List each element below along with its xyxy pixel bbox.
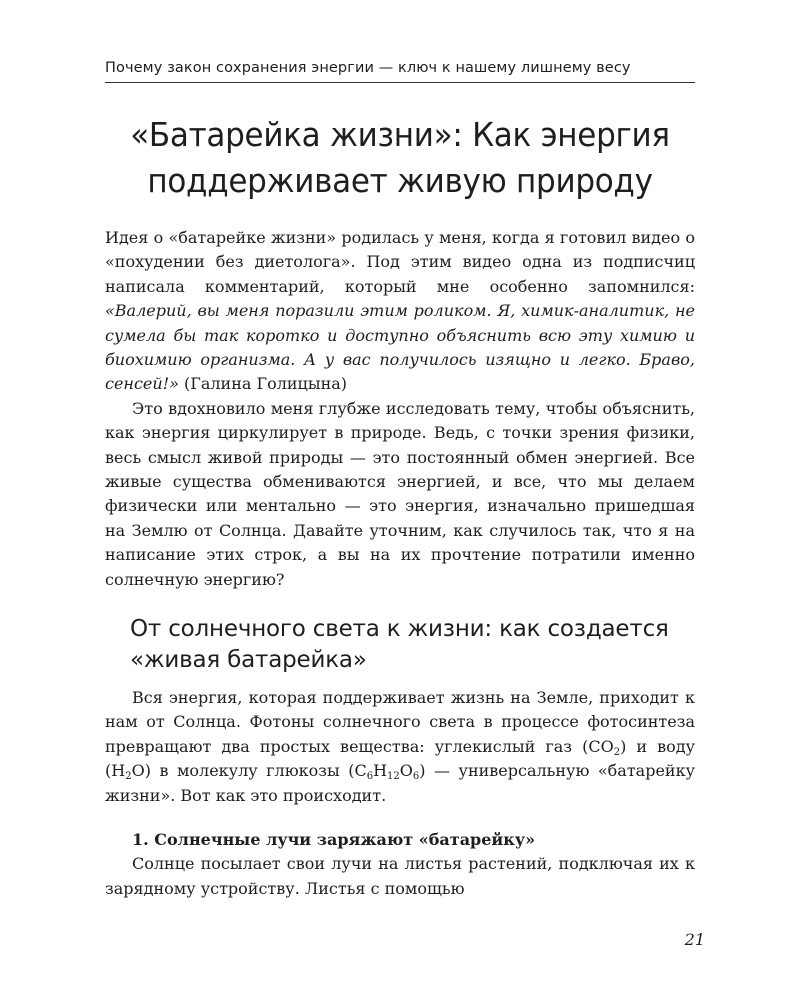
glucose-o-symbol: O — [399, 761, 413, 781]
page-number: 21 — [684, 930, 705, 949]
running-header: Почему закон сохранения энергии — ключ к нашему лишнему весу — [105, 60, 695, 83]
glucose-c-subscript: 6 — [366, 771, 374, 783]
section-text — [105, 686, 695, 808]
subsection-text — [105, 828, 695, 901]
section-text-part-1: Вся энергия, которая поддерживает жизнь на Земле, приходит к нам от Солнца. Фотоны солнечного света в процессе фотосинтеза превращают два простых вещества: углекислый газ (CO — [105, 688, 695, 756]
section-heading — [130, 614, 690, 676]
glucose-h-symbol: H — [373, 761, 388, 781]
section-heading-line-2: «живая батарейка» — [130, 647, 367, 673]
section-paragraph-1 — [105, 686, 695, 808]
subsection-paragraph-1: Солнце посылает свои лучи на листья растений, подключая их к зарядному устройству. Листья с помощью — [105, 854, 695, 898]
h2o-subscript: 2 — [125, 771, 132, 783]
section-text-part-2: ) и воду (H — [105, 736, 695, 781]
section-text-part-4: ) — универсальную «батарейку жизни». Вот как это происходит. — [105, 761, 696, 805]
intro-paragraph-1 — [105, 226, 695, 397]
intro-paragraph-2: Это вдохновило меня глубже исследовать тему, чтобы объяснить, как энергия циркулирует в природе. Ведь, с точки зрения физики, весь смысл живой природы — это постоянный обмен энергией. Все живые существа обмениваются энергией, и все, что мы делаем физически или ментально — это энергия, изначально пришедшая на Землю от Солнца. Давайте уточним, как случилось так, что я на написание этих строк, а вы на их прочтение потратили именно солнечную энергию? — [105, 398, 695, 589]
intro-text — [105, 226, 695, 592]
co2-subscript: 2 — [613, 746, 621, 758]
quote-attribution: (Галина Голицына) — [178, 374, 348, 394]
chapter-title-line-2: поддерживает живую природу — [147, 161, 653, 200]
section-heading-line-1: От солнечного света к жизни: как создается — [130, 616, 669, 642]
section-text-part-3: O) в молекулу глюкозы (C — [131, 761, 367, 781]
glucose-o-subscript: 6 — [412, 771, 420, 783]
glucose-h-subscript: 12 — [387, 771, 400, 783]
subscriber-quote: «Валерий, вы меня поразили этим роликом. Я, химик-аналитик, не сумела бы так коротко и доступно объяснить всю эту химию и биохимию организма. А у вас получилось изящно и легко. Браво, сенсей!» — [105, 301, 695, 394]
chapter-title-line-1: «Батарейка жизни»: Как энергия — [130, 115, 670, 154]
chapter-title — [123, 112, 678, 204]
intro-paragraph-1-text: Идея о «батарейке жизни» родилась у меня, когда я готовил видео о «похудении без диетолога». Под этим видео одна из подписчиц написала комментарий, который мне особенно запомнился: — [105, 228, 695, 296]
subsection-heading: 1. Солнечные лучи заряжают «батарейку» — [132, 830, 536, 849]
